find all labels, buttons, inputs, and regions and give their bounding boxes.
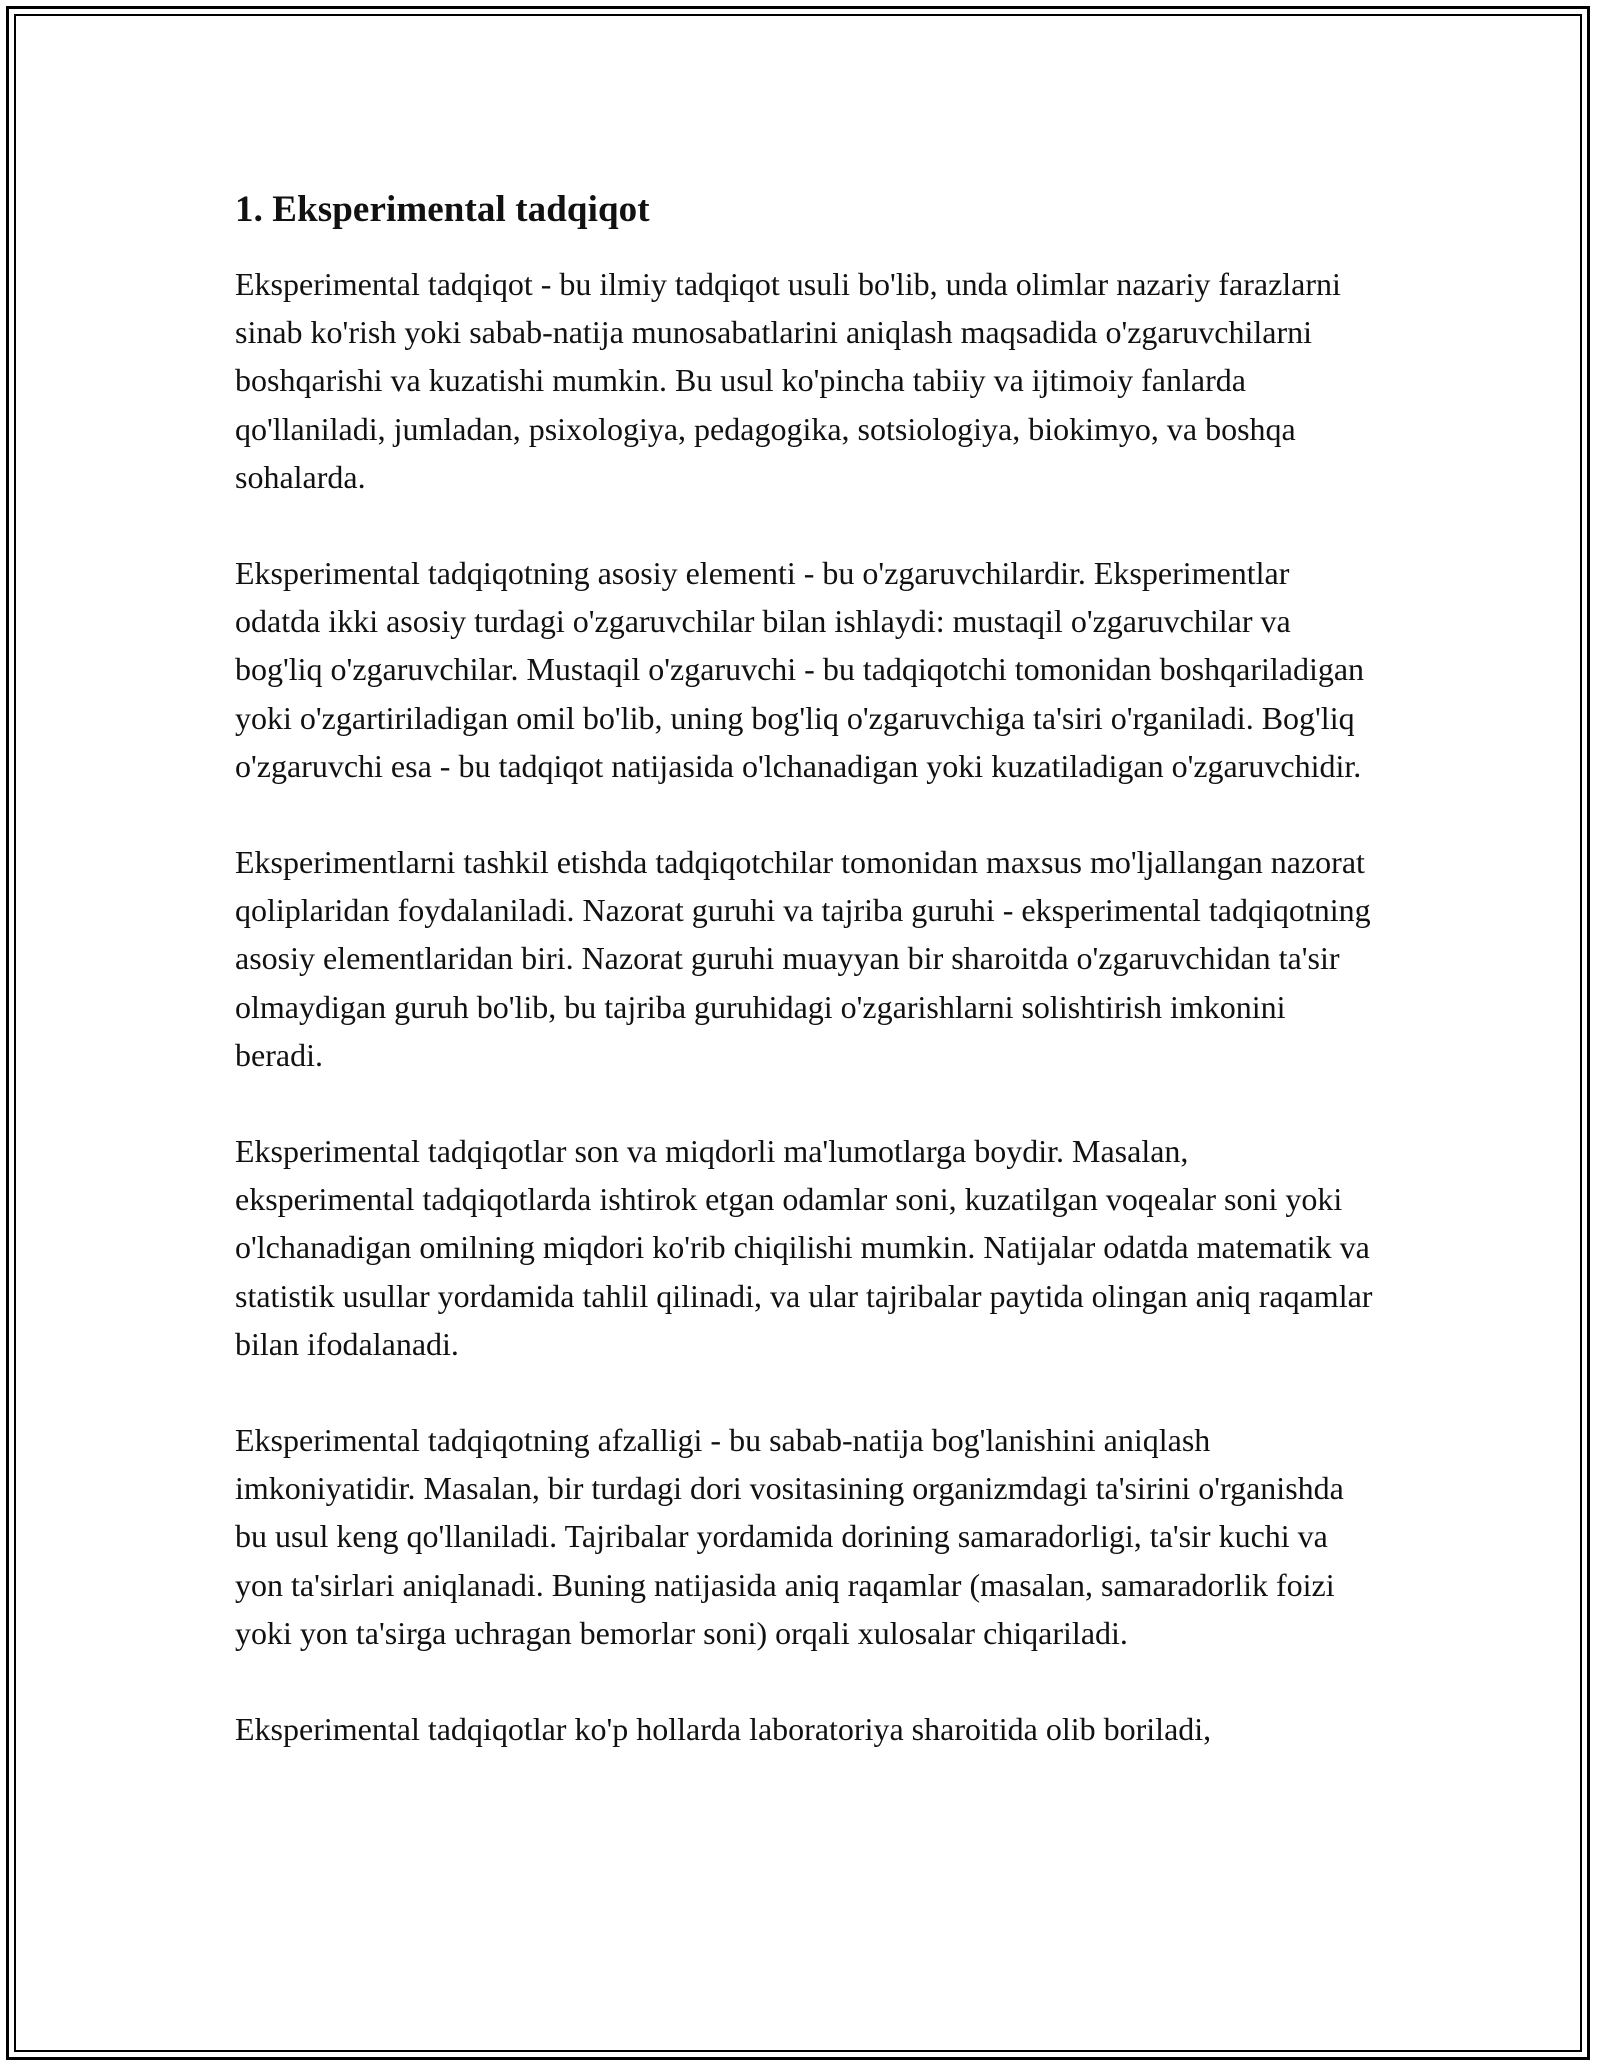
paragraph-control-groups: Eksperimentlarni tashkil etishda tadqiqotchilar tomonidan maxsus mo'ljallangan nazorat qoliplaridan foydalaniladi. Nazorat guruhi va tajriba guruhi - eksperimental tadqiqotning asosiy elementlaridan biri. Nazorat guruhi muayyan bir sharoitda o'zgaruvchidan ta'sir olmaydigan guruh bo'lib, bu tajriba guruhidagi o'zgarishlarni solishtirish imkonini beradi.	[235, 844, 1371, 1073]
paragraph-quantitative-data: Eksperimental tadqiqotlar son va miqdorli ma'lumotlarga boydir. Masalan, eksperimental tadqiqotlarda ishtirok etgan odamlar soni, kuzatilgan voqealar soni yoki o'lchanadigan omilning miqdori ko'rib chiqilishi mumkin. Natijalar odatda matematik va statistik usullar yordamida tahlil qilinadi, va ular tajribalar paytida olingan aniq raqamlar bilan ifodalanadi.	[235, 1133, 1373, 1362]
section-heading: 1. Eksperimental tadqiqot	[235, 189, 650, 230]
paragraph-definition: Eksperimental tadqiqot - bu ilmiy tadqiqot usuli bo'lib, unda olimlar nazariy farazlarni sinab ko'rish yoki sabab-natija munosabatlarini aniqlash maqsadida o'zgaruvchilarni boshqarishi va kuzatishi mumkin. Bu usul ko'pincha tabiiy va ijtimoiy fanlarda qo'llaniladi, jumladan, psixologiya, pedagogika, sotsiologiya, biokimyo, va boshqa sohalarda.	[235, 266, 1341, 495]
paragraph-laboratory: Eksperimental tadqiqotlar ko'p hollarda laboratoriya sharoitida olib boriladi,	[235, 1711, 1212, 1748]
paragraph-advantages: Eksperimental tadqiqotning afzalligi - bu sabab-natija bog'lanishini aniqlash imkoniyatidir. Masalan, bir turdagi dori vositasining organizmdagi ta'sirini o'rganishda bu usul keng qo'llaniladi. Tajribalar yordamida dorining samaradorligi, ta'sir kuchi va yon ta'sirlari aniqlanadi. Buning natijasida aniq raqamlar (masalan, samaradorlik foizi yoki yon ta'sirga uchragan bemorlar soni) orqali xulosalar chiqariladi.	[235, 1422, 1344, 1651]
document-body	[235, 186, 1375, 1753]
paragraph-variables: Eksperimental tadqiqotning asosiy elementi - bu o'zgaruvchilardir. Eksperimentlar odatda ikki asosiy turdagi o'zgaruvchilar bilan ishlaydi: mustaqil o'zgaruvchilar va bog'liq o'zgaruvchilar. Mustaqil o'zgaruvchi - bu tadqiqotchi tomonidan boshqariladigan yoki o'zgartiriladigan omil bo'lib, uning bog'liq o'zgaruvchiga ta'siri o'rganiladi. Bog'liq o'zgaruvchi esa - bu tadqiqot natijasida o'lchanadigan yoki kuzatiladigan o'zgaruvchidir.	[235, 555, 1365, 784]
